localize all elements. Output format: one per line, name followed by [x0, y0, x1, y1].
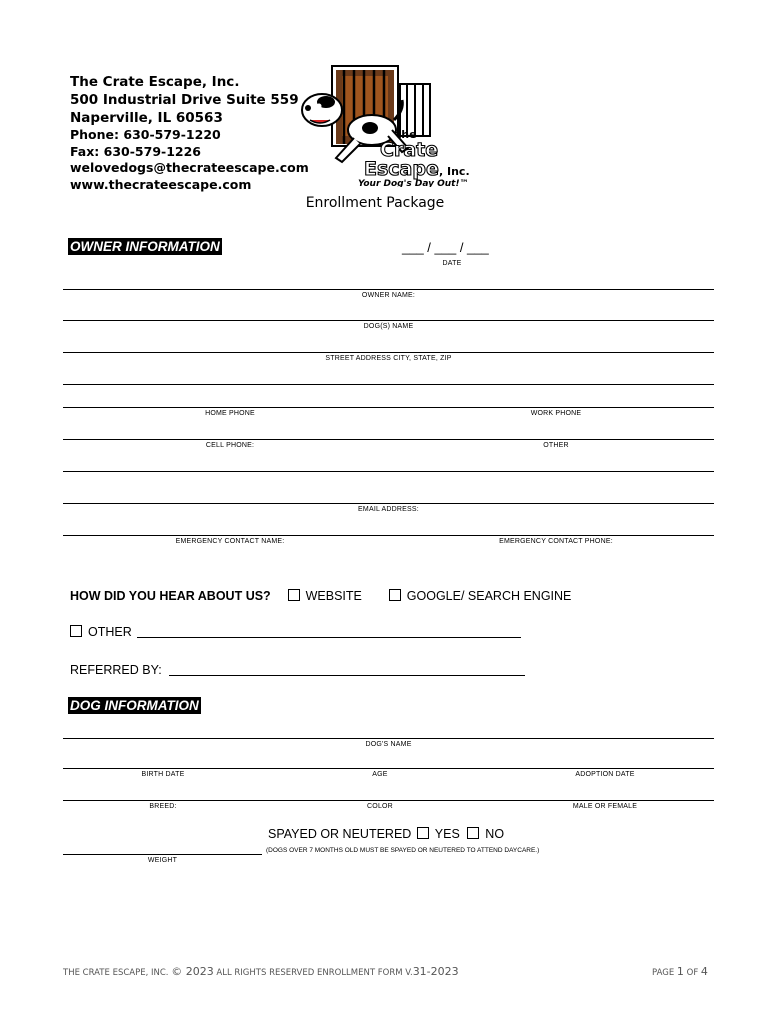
dog-name-line[interactable]: [63, 738, 714, 739]
birth-date-label: BIRTH DATE: [141, 771, 185, 778]
color-label: COLOR: [367, 803, 393, 810]
dog-name-label: DOG'S NAME: [365, 741, 412, 748]
company-address-line1: 500 Industrial Drive Suite 559: [70, 92, 299, 108]
website-option[interactable]: [288, 589, 362, 603]
company-phone: Phone: 630-579-1220: [70, 127, 221, 142]
company-website: www.thecrateescape.com: [70, 176, 252, 192]
breed-color-sex-line[interactable]: [63, 800, 714, 801]
spay-requirement-note: (DOGS OVER 7 MONTHS OLD MUST BE SPAYED OR NEUTERED TO ATTEND DAYCARE.): [266, 847, 540, 854]
address-extra-line[interactable]: [63, 384, 714, 385]
owner-name-label: OWNER NAME:: [361, 292, 416, 299]
other-checkbox[interactable]: [70, 625, 82, 637]
other-referral-blank[interactable]: [137, 637, 521, 638]
referred-by-blank[interactable]: [169, 675, 525, 676]
document-title: Enrollment Package: [305, 195, 445, 211]
google-checkbox[interactable]: [389, 589, 401, 601]
logo-escape-text: Escape: [364, 158, 439, 180]
google-option[interactable]: [389, 589, 572, 603]
website-checkbox[interactable]: [288, 589, 300, 601]
home-phone-label: HOME PHONE: [205, 410, 255, 417]
logo-tagline: Your Dog's Day Out!™: [358, 179, 469, 187]
footer-page-of: OF: [686, 968, 699, 978]
street-address-label: STREET ADDRESS CITY, STATE, ZIP: [325, 355, 452, 362]
footer-copyright-year: © 2023: [171, 965, 214, 978]
emergency-phone-line[interactable]: [406, 535, 714, 536]
email-address-line[interactable]: [63, 503, 714, 504]
other-referral-row: [70, 625, 521, 639]
weight-line[interactable]: [63, 854, 262, 855]
age-label: AGE: [372, 771, 388, 778]
emergency-phone-label: EMERGENCY CONTACT PHONE:: [499, 538, 613, 545]
cell-phone-line[interactable]: [63, 439, 406, 440]
spayed-yes-label: YES: [434, 827, 460, 841]
male-female-label: MALE OR FEMALE: [572, 803, 638, 810]
company-fax: Fax: 630-579-1226: [70, 143, 202, 159]
company-name: The Crate Escape, Inc.: [70, 74, 240, 90]
weight-label: WEIGHT: [147, 857, 178, 864]
work-phone-label: WORK PHONE: [530, 410, 582, 417]
date-label: DATE: [442, 260, 462, 267]
other-phone-line[interactable]: [406, 439, 714, 440]
other-option-label: OTHER: [88, 625, 132, 639]
website-option-label: WEBSITE: [305, 589, 362, 603]
footer-page-number: [652, 965, 708, 978]
adoption-date-label: ADOPTION DATE: [575, 771, 635, 778]
company-address-line2: Naperville, IL 60563: [70, 110, 223, 126]
owner-information-heading: OWNER INFORMATION: [70, 239, 220, 254]
referral-question: HOW DID YOU HEAR ABOUT US?: [70, 589, 271, 603]
dog-crate-logo-icon: [292, 62, 492, 187]
footer-page-total: 4: [700, 965, 708, 978]
work-phone-line[interactable]: [406, 407, 714, 408]
google-option-label: GOOGLE/ SEARCH ENGINE: [406, 589, 572, 603]
dogs-name-line[interactable]: [63, 320, 714, 321]
footer-copyright: [63, 965, 459, 978]
footer-company: THE CRATE ESCAPE, INC.: [63, 968, 169, 978]
home-phone-line[interactable]: [63, 407, 406, 408]
date-blank[interactable]: ___ / ___ / ___: [402, 240, 489, 255]
referred-by-label: REFERRED BY:: [70, 663, 162, 677]
company-email: welovedogs@thecrateescape.com: [70, 160, 309, 175]
footer-page-word: PAGE: [652, 968, 675, 978]
cell-phone-label: CELL PHONE:: [205, 442, 255, 449]
logo-the-text: the: [396, 128, 417, 141]
spayed-no-checkbox[interactable]: [467, 827, 479, 839]
footer-rights: ALL RIGHTS RESERVED ENROLLMENT FORM V.: [216, 968, 413, 978]
dogs-name-label: DOG(S) NAME: [363, 323, 414, 330]
footer-version: 31-2023: [412, 965, 459, 978]
spayed-yes-checkbox[interactable]: [417, 827, 429, 839]
birth-age-adoption-line[interactable]: [63, 768, 714, 769]
company-info: [70, 73, 309, 193]
spayed-neutered-row: [268, 827, 504, 841]
contact-extra-line[interactable]: [63, 471, 714, 472]
owner-name-line[interactable]: [63, 289, 714, 290]
spayed-no-label: NO: [485, 827, 505, 841]
street-address-line[interactable]: [63, 352, 714, 353]
dog-information-heading: DOG INFORMATION: [70, 698, 199, 713]
referral-question-row: [70, 587, 571, 605]
logo-crate-text: Crate: [380, 139, 439, 161]
emergency-name-line[interactable]: [63, 535, 406, 536]
logo-inc-text: , Inc.: [439, 165, 470, 178]
referred-by-row: [70, 663, 525, 677]
email-address-label: EMAIL ADDRESS:: [358, 506, 419, 513]
other-phone-label: OTHER: [543, 442, 569, 449]
spayed-question: SPAYED OR NEUTERED: [268, 827, 412, 841]
emergency-name-label: EMERGENCY CONTACT NAME:: [175, 538, 285, 545]
company-logo: [292, 62, 492, 187]
breed-label: BREED:: [149, 803, 177, 810]
footer-page-current: 1: [676, 965, 684, 978]
